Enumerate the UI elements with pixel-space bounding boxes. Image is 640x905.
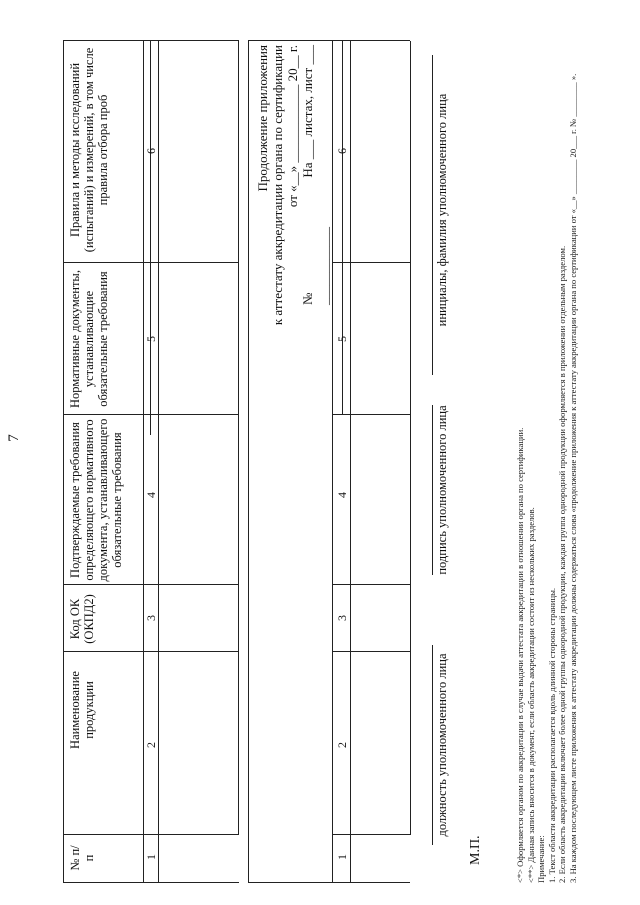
table2-left-border	[332, 882, 410, 883]
position-signature-line	[432, 645, 433, 845]
table1-right-border	[63, 40, 239, 41]
table2-num-3: 3	[335, 615, 349, 621]
table2-col-divider-2	[332, 651, 410, 652]
note-1: 1. Текст области аккредитации располагается вдоль длинной стороны страницы.	[546, 587, 557, 883]
note-title: Примечание:	[536, 835, 546, 883]
table2-col-divider-5	[332, 262, 410, 263]
table1-col-divider-2	[63, 651, 239, 652]
continuation-line-3: № ____________	[300, 227, 331, 305]
table1-num-1: 1	[144, 854, 158, 860]
note-2: 2. Если область аккредитации включает более одной группы однородной продукции, каждая группа однородной продукции оформляется в приложении отдельным разделом.	[557, 245, 567, 883]
signature-line	[432, 405, 433, 575]
name-line	[432, 55, 433, 375]
continuation-title: Продолжение приложения	[255, 45, 270, 192]
signature-label: подпись уполномоченного лица	[435, 405, 449, 575]
table1-col-divider-4	[63, 414, 239, 415]
table2-col-divider-4	[332, 414, 410, 415]
name-label: инициалы, фамилия уполномоченного лица	[435, 93, 449, 327]
table1-inner-line	[150, 41, 151, 435]
col-header-number: № п/п	[68, 845, 96, 871]
table2-inner-line	[342, 41, 343, 415]
note-3: 3. На каждом последующем листе приложения к аттестату аккредитации должны содержаться слова «продолжение приложения к аттестату аккредитации органа по сертификации от «__» ________ 20___ г. № ________ ».	[567, 73, 578, 883]
table1-left-border	[63, 882, 239, 883]
footnote-2: <**> Данная запись вносится в документ, если область аккредитации состоит из нескольких разделов.	[525, 507, 536, 883]
table2-number-row-bottom	[350, 41, 351, 883]
continuation-line-4: На ___ листах, лист ___	[300, 45, 315, 178]
table2-bottom	[410, 41, 411, 835]
table1-top-border	[63, 41, 64, 883]
col-header-okpd2-code: Код ОК (ОКПД2)	[68, 594, 96, 644]
continuation-line-1: к аттестату аккредитации органа по сертификации	[270, 45, 285, 326]
stamp-label: М.П.	[468, 835, 483, 865]
table2-num-1: 1	[335, 854, 349, 860]
table1-num-3: 3	[144, 615, 158, 621]
table1-col-divider-1	[63, 834, 239, 835]
table2-right-border	[332, 40, 410, 41]
col-header-product-name: Наименование продукции	[68, 671, 96, 749]
col-header-requirements: Подтверждаемые требования определяющего нормативного документа, устанавливающего обязательные требования	[68, 418, 124, 582]
position-label: должность уполномоченного лица	[435, 653, 449, 837]
table1-num-4: 4	[144, 492, 158, 498]
table1-col-divider-5	[63, 262, 239, 263]
footnote-1: <*> Оформляется органом по аккредитации в случае выдачи аттестата аккредитации в отношении органа по сертификации.	[515, 427, 525, 883]
page-number: 7	[6, 434, 22, 442]
table2-num-5: 5	[335, 336, 349, 342]
table2-top-border	[332, 41, 333, 883]
table1-num-2: 2	[144, 742, 158, 748]
table1-col-divider-3	[63, 584, 239, 585]
col-header-test-methods: Правила и методы исследований (испытаний) и измерений, в том числе правила отбора проб	[68, 47, 110, 253]
table2-col-divider-3	[332, 584, 410, 585]
table1-num-5: 5	[144, 336, 158, 342]
continuation-top-border	[248, 41, 249, 883]
table1-bottom	[238, 41, 239, 835]
col-header-normative-docs: Нормативные документы, устанавливающие обязательные требования	[68, 270, 110, 408]
table2-num-6: 6	[335, 148, 349, 154]
table2-num-2: 2	[335, 742, 349, 748]
footnotes	[515, 41, 578, 883]
continuation-line-2: от «__» ____________ 20__ г.	[285, 45, 300, 208]
table2-num-4: 4	[335, 492, 349, 498]
table1-num-6: 6	[144, 148, 158, 154]
table2-col-divider-1	[332, 834, 410, 835]
